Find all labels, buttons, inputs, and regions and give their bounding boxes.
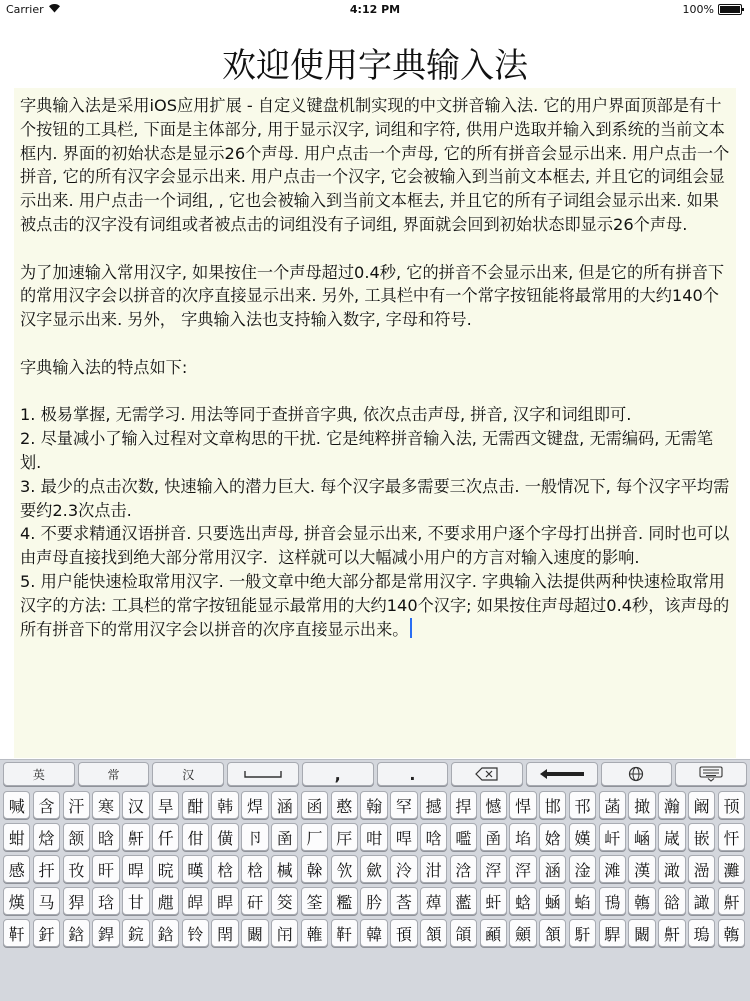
character-key[interactable]: 莟 — [390, 887, 417, 915]
character-key[interactable]: 颔 — [63, 823, 90, 851]
character-key[interactable]: 筌 — [301, 887, 328, 915]
page-title: 欢迎使用字典输入法 — [222, 46, 528, 86]
character-key[interactable]: 邗 — [569, 791, 596, 819]
character-key[interactable]: 娢 — [539, 823, 566, 851]
character-key[interactable]: 矸 — [241, 887, 268, 915]
character-key[interactable]: 晥 — [152, 855, 179, 883]
character-key[interactable]: 鋡 — [63, 919, 90, 947]
character-key[interactable]: 蛿 — [509, 887, 536, 915]
character-key[interactable]: 闞 — [628, 919, 655, 947]
text-content: 字典输入法是采用iOS应用扩展 - 自定义键盘机制实现的中文拼音输入法. 它的用户界面顶部是有十个按钮的工具栏, 下面是主体部分, 用于显示汉字, 词组和字符, 供用户选取并输入到系统的当前文本框内. 界面的初始状态是显示26个声母. 用户点击一个声母, 它的所有拼音会显示出来. 用户点击一个拼音, 它的所有汉字会显示出来. 用户点击一个汉字, 它会被输入到当前文本框去, 并且它的词组会显示出来. 用户点击一个词组, , 它也会被输入到当前文本框去, 并且它的所有子词组会显示出来. 如果被点击的汉字没有词组或者被点击的词组没有子词组, 界面就会回到初始状态即显示26个声母. 为了加速输入常用汉字, 如果按住一个声母超过0.4秒, 它的拼音不会显示出来, 但是它的所有拼音下的常用汉字会以拼音的次序直接显示出来. 另外, 工具栏中有一个常字按钮能将最常用的大约140个汉字显示出来. 另外， 字典输入法也支持输入数字, 字母和符号. 字典输入法的特点如下: 1. 极易掌握, 无需学习. 用法等同于查拼音字典, 依次点击声母, 拼音, 汉字和词组即可. 2. 尽量减小了输入过程对文章构思的干扰. 它是纯粹拼音输入法, 无需西文键盘, 无需编码, 无需笔划. 3. 最少的点击次数, 快速输入的潜力巨大. 每个汉字最多需要三次点击. 一般情况下, 每个汉字平均需要约2.3次点击. 4. 不要求精通汉语拼音. 只要选出声母, 拼音会显示出来, 不要求用户逐个字母打出拼音. 同时也可以由声母直接找到绝大部分常用汉字. 这样就可以大幅减小用户的方言对输入速度的影响. 5. 用户能快速检取常用汉字. 一般文章中绝大部分都是常用汉字. 字典输入法提供两种快速检取常用汉字的方法: 工具栏的常字按钮能显示最常用的大约140个汉字; 如果按住声母超过0.4秒，该声母的所有拼音下的常用汉字会以拼音的次序直接显示出来。 — [20, 96, 730, 639]
character-key[interactable]: 蔊 — [420, 887, 447, 915]
keyboard-toolbar — [0, 762, 750, 786]
character-key[interactable]: 酣 — [182, 791, 209, 819]
character-key[interactable]: 顸 — [718, 791, 745, 819]
character-key[interactable]: 忓 — [718, 823, 745, 851]
character-key[interactable]: 梒 — [211, 855, 238, 883]
character-key[interactable]: 汉 — [122, 791, 149, 819]
character-key[interactable]: 泠 — [390, 855, 417, 883]
character-key[interactable]: 譀 — [688, 887, 715, 915]
character-key[interactable]: 雗 — [301, 919, 328, 947]
text-view[interactable] — [14, 88, 736, 758]
character-key[interactable]: 嵌 — [688, 823, 715, 851]
character-key[interactable]: 浫 — [509, 855, 536, 883]
character-key[interactable]: 旰 — [92, 855, 119, 883]
character-key[interactable]: 晘 — [122, 855, 149, 883]
chinese-button[interactable] — [152, 762, 224, 786]
character-key[interactable]: 駻 — [599, 919, 626, 947]
character-key[interactable]: 泔 — [420, 855, 447, 883]
return-icon — [538, 768, 586, 780]
character-key[interactable]: 澉 — [658, 855, 685, 883]
carrier-label: Carrier — [6, 3, 44, 16]
status-bar — [0, 0, 750, 20]
space-bar-icon — [243, 769, 283, 779]
character-key[interactable]: 邯 — [539, 791, 566, 819]
character-key[interactable]: 鋡 — [152, 919, 179, 947]
character-key[interactable]: 靬 — [3, 919, 30, 947]
character-key[interactable]: 咁 — [360, 823, 387, 851]
character-key[interactable]: 筊 — [271, 887, 298, 915]
character-key[interactable]: 仟 — [152, 823, 179, 851]
period-button[interactable] — [377, 762, 449, 786]
character-key[interactable]: 頷 — [420, 919, 447, 947]
character-key[interactable]: 滩 — [599, 855, 626, 883]
character-key[interactable]: 闬 — [271, 919, 298, 947]
character-key[interactable]: 熯 — [3, 887, 30, 915]
common-button-label: 常 — [107, 767, 120, 782]
character-key[interactable]: 蜬 — [539, 887, 566, 915]
character-key[interactable]: 撖 — [628, 791, 655, 819]
character-key[interactable]: 崡 — [628, 823, 655, 851]
character-key[interactable]: 浫 — [480, 855, 507, 883]
period-button-label: . — [409, 764, 416, 784]
character-key[interactable]: 肣 — [360, 887, 387, 915]
status-time: 4:12 PM — [349, 3, 401, 16]
text-cursor — [410, 618, 412, 638]
character-key[interactable]: 焊 — [241, 791, 268, 819]
character-key[interactable]: 感 — [3, 855, 30, 883]
character-key[interactable]: 釬 — [33, 919, 60, 947]
character-key[interactable]: 撼 — [420, 791, 447, 819]
comma-button[interactable] — [302, 762, 374, 786]
character-key[interactable]: 憨 — [331, 791, 358, 819]
dismiss-keyboard-button[interactable] — [675, 762, 747, 786]
character-key[interactable]: 瀚 — [658, 791, 685, 819]
character-key[interactable]: 顩 — [509, 919, 536, 947]
character-key[interactable]: 谽 — [658, 887, 685, 915]
english-button[interactable] — [3, 762, 75, 786]
character-key[interactable]: 旱 — [152, 791, 179, 819]
character-key[interactable]: 澏 — [688, 855, 715, 883]
character-key[interactable]: 榦 — [301, 855, 328, 883]
character-key[interactable]: 嚂 — [450, 823, 477, 851]
character-key[interactable]: 闞 — [241, 919, 268, 947]
character-key[interactable]: 圅 — [271, 823, 298, 851]
character-key[interactable]: 攼 — [63, 855, 90, 883]
character-key[interactable]: 韩 — [211, 791, 238, 819]
character-key[interactable]: 佄 — [182, 823, 209, 851]
character-key[interactable]: 汗 — [63, 791, 90, 819]
character-key[interactable]: 瑦 — [688, 919, 715, 947]
character-key[interactable]: 頷 — [539, 919, 566, 947]
character-key[interactable]: 鶾 — [628, 887, 655, 915]
character-key[interactable]: 皔 — [182, 887, 209, 915]
character-key[interactable]: 靬 — [331, 919, 358, 947]
character-key[interactable]: 梒 — [241, 855, 268, 883]
character-key[interactable]: 涵 — [539, 855, 566, 883]
delete-button[interactable] — [451, 762, 523, 786]
character-key[interactable]: 欦 — [331, 855, 358, 883]
character-key[interactable]: 埳 — [509, 823, 536, 851]
character-key[interactable]: 铃 — [182, 919, 209, 947]
character-key[interactable]: 厈 — [331, 823, 358, 851]
character-key[interactable]: 悍 — [509, 791, 536, 819]
return-button[interactable] — [526, 762, 598, 786]
character-key[interactable]: 浛 — [450, 855, 477, 883]
character-key[interactable]: 顄 — [480, 919, 507, 947]
character-key[interactable]: 喊 — [3, 791, 30, 819]
status-right — [683, 3, 742, 16]
character-key[interactable]: 翰 — [360, 791, 387, 819]
character-key[interactable]: 漢 — [628, 855, 655, 883]
character-key[interactable]: 琀 — [92, 887, 119, 915]
character-key[interactable]: 暵 — [182, 855, 209, 883]
character-key[interactable]: 圅 — [480, 823, 507, 851]
character-key[interactable]: 鳱 — [599, 887, 626, 915]
character-key[interactable]: 鼾 — [122, 823, 149, 851]
character-key[interactable]: 睅 — [211, 887, 238, 915]
english-button-label: 英 — [32, 767, 45, 782]
character-key[interactable]: 歛 — [360, 855, 387, 883]
character-key[interactable]: 淦 — [569, 855, 596, 883]
character-key[interactable]: 蚶 — [3, 823, 30, 851]
character-key[interactable]: 嫨 — [569, 823, 596, 851]
character-key[interactable]: 鼾 — [718, 887, 745, 915]
character-key[interactable]: 憾 — [480, 791, 507, 819]
character-key[interactable]: 罕 — [390, 791, 417, 819]
comma-button-label: , — [334, 764, 341, 784]
character-key[interactable]: 焓 — [33, 823, 60, 851]
character-key[interactable]: 卪 — [241, 823, 268, 851]
character-key[interactable]: 捍 — [450, 791, 477, 819]
globe-button[interactable] — [601, 762, 673, 786]
character-key[interactable]: 唅 — [420, 823, 447, 851]
character-key[interactable]: 阚 — [688, 791, 715, 819]
delete-icon — [475, 767, 499, 781]
character-key[interactable]: 猂 — [63, 887, 90, 915]
battery-percent: 100% — [682, 3, 714, 16]
character-key[interactable]: 甘 — [122, 887, 149, 915]
character-key[interactable]: 鼾 — [658, 919, 685, 947]
character-key[interactable]: 蘫 — [450, 887, 477, 915]
dictionary-keyboard — [0, 759, 750, 1001]
keyboard-dismiss-icon — [699, 766, 723, 782]
space-button[interactable] — [227, 762, 299, 786]
character-key[interactable]: 銲 — [92, 919, 119, 947]
character-key[interactable]: 鶾 — [718, 919, 745, 947]
character-key[interactable]: 屽 — [599, 823, 626, 851]
character-key[interactable]: 厂 — [301, 823, 328, 851]
chinese-button-label: 汉 — [182, 767, 195, 782]
character-key[interactable]: 晗 — [92, 823, 119, 851]
candidate-character-grid — [3, 791, 747, 947]
character-key[interactable]: 頜 — [450, 919, 477, 947]
common-chars-button[interactable] — [78, 762, 150, 786]
character-key[interactable]: 馯 — [569, 919, 596, 947]
character-key[interactable]: 糮 — [331, 887, 358, 915]
character-key[interactable]: 寒 — [92, 791, 119, 819]
character-key[interactable]: 嵅 — [658, 823, 685, 851]
battery-icon — [718, 4, 742, 15]
globe-icon — [628, 766, 644, 782]
character-key[interactable]: 灘 — [718, 855, 745, 883]
character-key[interactable]: 虷 — [480, 887, 507, 915]
character-key[interactable]: 閈 — [211, 919, 238, 947]
character-key[interactable]: 马 — [33, 887, 60, 915]
character-key[interactable]: 哻 — [390, 823, 417, 851]
character-key[interactable]: 涵 — [271, 791, 298, 819]
character-key[interactable]: 菡 — [599, 791, 626, 819]
character-key[interactable]: 扞 — [33, 855, 60, 883]
character-key[interactable]: 蜭 — [569, 887, 596, 915]
character-key[interactable]: 函 — [301, 791, 328, 819]
character-key[interactable]: 鋎 — [122, 919, 149, 947]
character-key[interactable]: 頇 — [390, 919, 417, 947]
character-key[interactable]: 韓 — [360, 919, 387, 947]
character-key[interactable]: 含 — [33, 791, 60, 819]
character-key[interactable]: 椷 — [271, 855, 298, 883]
character-key[interactable]: 甝 — [152, 887, 179, 915]
character-key[interactable]: 僙 — [211, 823, 238, 851]
